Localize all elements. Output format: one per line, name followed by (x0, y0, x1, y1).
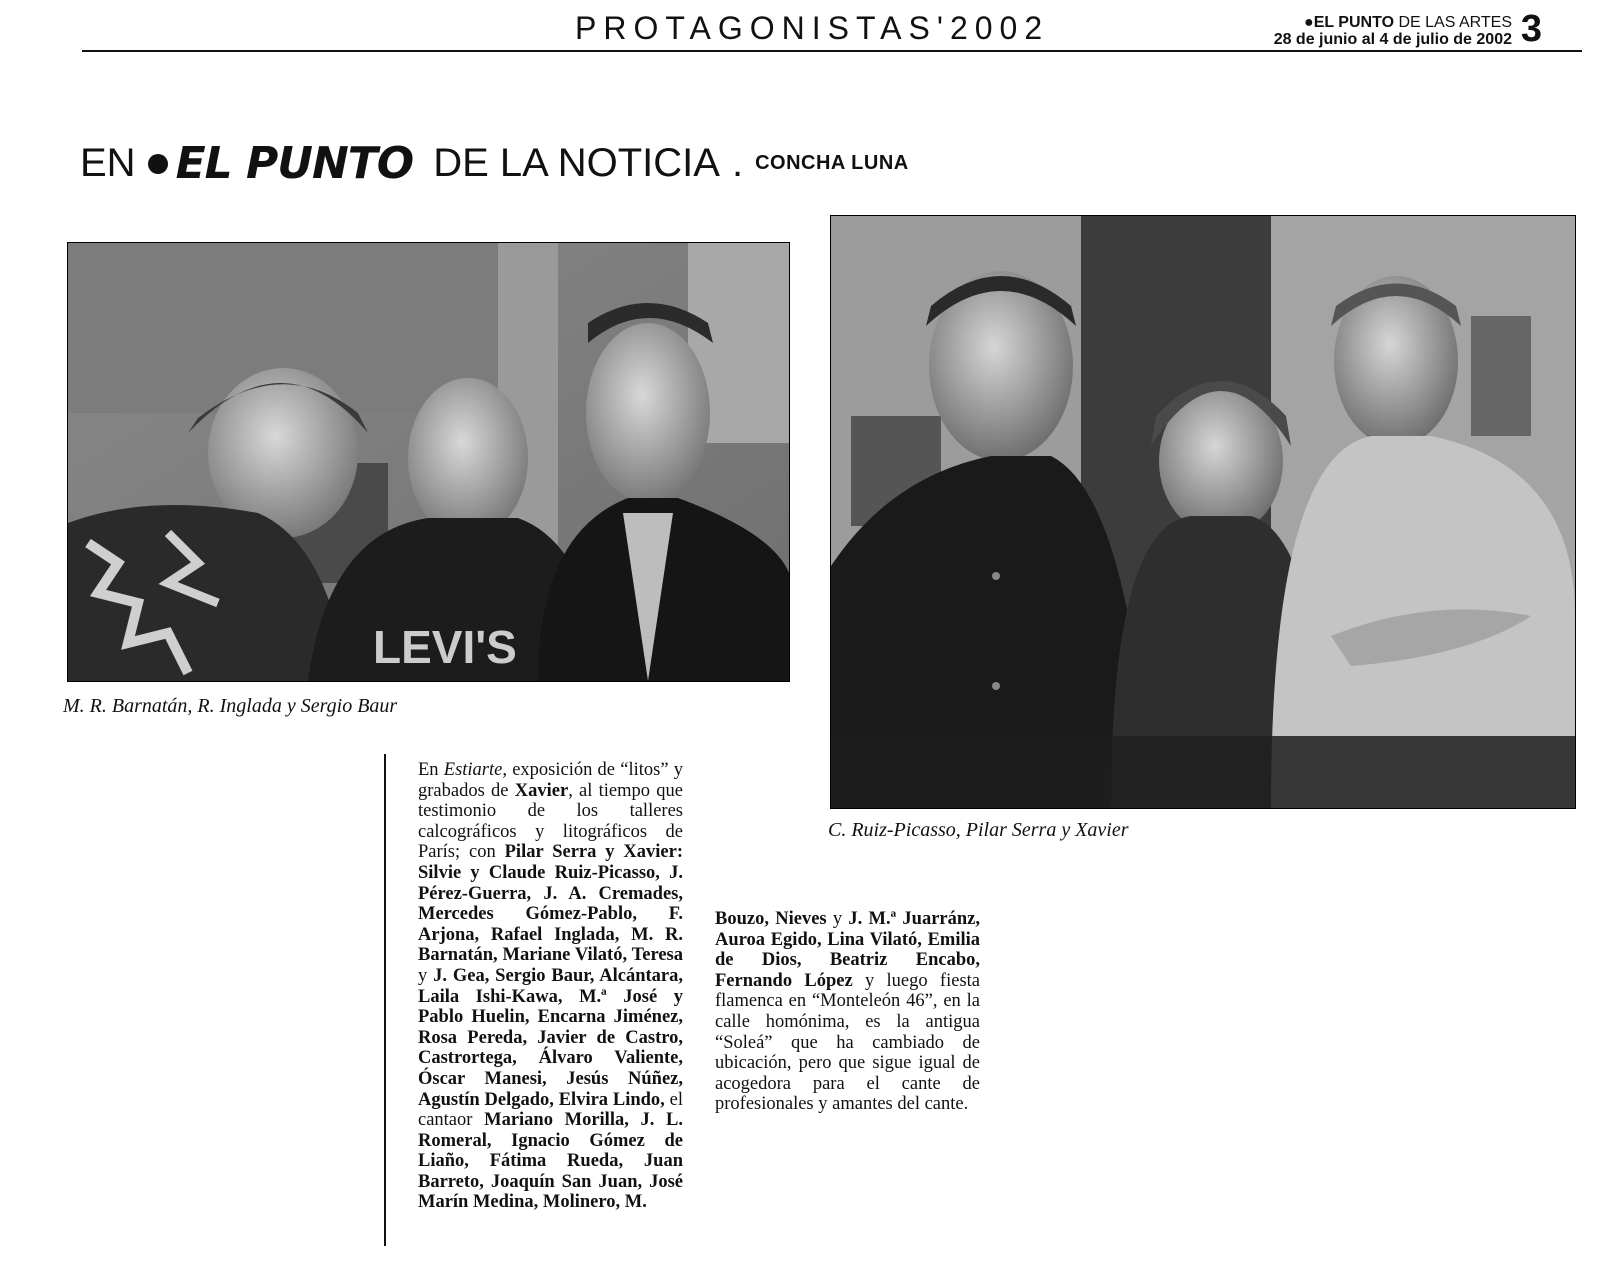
photo-ruiz-picasso-serra-xavier (830, 215, 1576, 809)
text-run: En (418, 760, 444, 780)
photo-barnatan-inglada-baur (67, 242, 790, 682)
brand-name: EL PUNTO (1313, 14, 1395, 31)
logo-dot-icon (148, 154, 168, 174)
name-run: Mariano Morilla, J. L. Romeral, Ignacio Gómez de Liaño, Fátima Rueda, Juan Barreto, Joaquín San Juan, José Marín Medina, Molinero, M. (418, 1110, 683, 1213)
article-column-2 (715, 909, 980, 1115)
head-logo: EL PUNTO (175, 138, 414, 189)
issue-date: 28 de junio al 4 de julio de 2002 (1273, 31, 1512, 48)
head-separator: . (731, 141, 744, 185)
head-suffix: DE LA NOTICIA (433, 141, 720, 185)
masthead-brand (1304, 14, 1512, 32)
photo-2-image (831, 216, 1575, 808)
text-run: el cantaor (418, 1089, 683, 1131)
text-run: y (418, 965, 434, 986)
text-run: y luego fiesta flamenca en “Monteleón 46”, en la calle homónima, es la antigua “Soleá” que ha cambiado de ubicación, pero que sigue igual de acogedora para el cante de profesionales y amantes del cante. (715, 970, 980, 1115)
venue-name: Estiarte, (443, 760, 507, 780)
text-run: y (826, 909, 849, 929)
photo-1-caption: M. R. Barnatán, R. Inglada y Sergio Baur (63, 695, 398, 717)
name-run: Bouzo, Nieves (715, 909, 827, 929)
text-run: , al tiempo que testimonio de los talleres calcográficos y litográficos de París; con (418, 780, 683, 863)
column-rule (384, 754, 386, 1246)
photo-2-caption: C. Ruiz-Picasso, Pilar Serra y Xavier (828, 819, 1129, 841)
header-rule (82, 50, 1582, 52)
name-run: Pilar Serra y Xavier: Silvie y Claude Ruiz-Picasso, J. Pérez-Guerra, J. A. Cremades, Mercedes Gómez-Pablo, F. Arjona, Rafael Inglada, M. R. Barnatán, Mariane Vilató, Teresa (418, 842, 683, 966)
head-prefix: EN (80, 141, 136, 185)
brand-dot-icon: ● (1304, 14, 1314, 31)
section-title: PROTAGONISTAS'2002 (575, 10, 1050, 46)
column-head (80, 138, 909, 189)
name-run: J. M.ª Juarránz, Auroa Egido, Lina Vilató, Emilia de Dios, Beatriz Encabo, Fernando López (715, 909, 981, 991)
brand-suffix: DE LAS ARTES (1398, 14, 1512, 31)
text-run: exposición de “litos” y grabados de (418, 760, 683, 801)
name-run: Xavier (514, 780, 569, 801)
article-column-1 (418, 760, 683, 1213)
name-run: J. Gea, Sergio Baur, Alcántara, Laila Ishi-Kawa, M.ª José y Pablo Huelin, Encarna Jiménez, Rosa Pereda, Javier de Castro, Castrortega, Álvaro Valiente, Óscar Manesi, Jesús Núñez, Agustín Delgado, Elvira Lindo, (418, 965, 683, 1110)
author-byline: CONCHA LUNA (755, 152, 909, 174)
photo-1-image (68, 243, 789, 681)
page-number: 3 (1520, 8, 1542, 50)
shirt-logo-text: LEVI'S (373, 621, 517, 673)
